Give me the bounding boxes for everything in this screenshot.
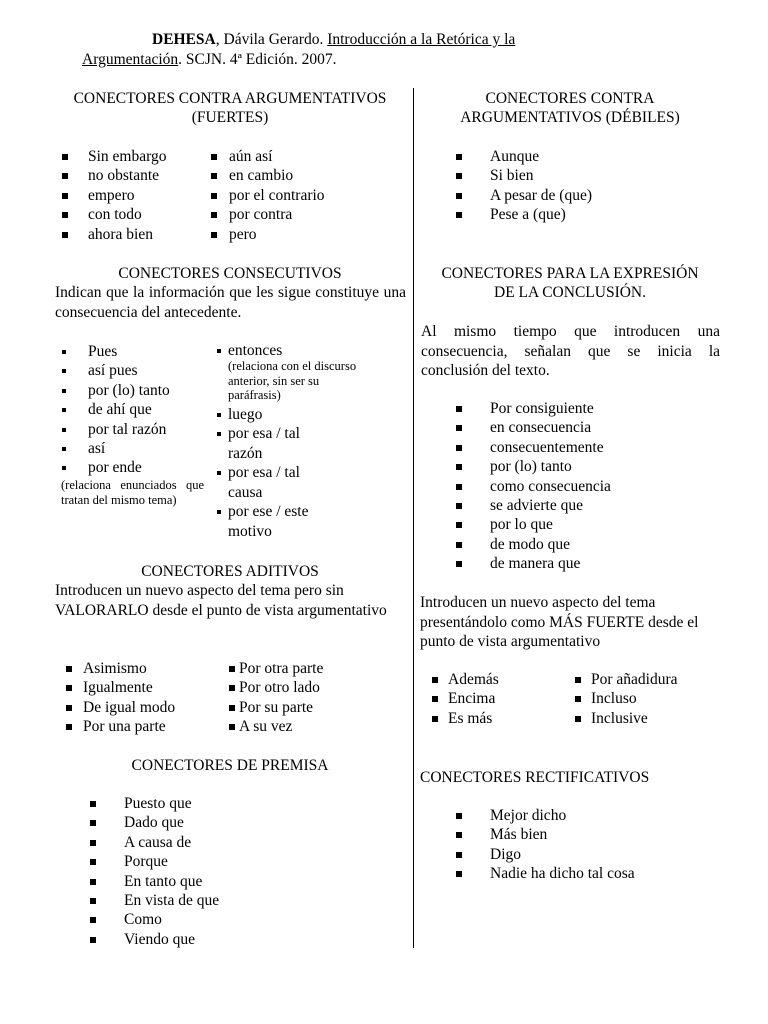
list-item: Mejor dicho — [456, 806, 716, 825]
bullet-icon — [66, 705, 72, 711]
bullet-icon — [62, 447, 66, 451]
bullet-icon — [456, 425, 462, 431]
list-item: pero — [211, 225, 401, 244]
list-item: por el contrario — [211, 186, 401, 205]
consecutivos-note-1: (relaciona enunciados que tratan del mismo tema) — [61, 478, 204, 507]
aditivos-description: Introducen un nuevo aspecto del tema pero sin VALORARLO desde el punto de vista argumentativo — [55, 582, 387, 619]
list-item: de manera que — [456, 554, 716, 573]
list-item: Pese a (que) — [456, 205, 706, 224]
list-item: Es más — [432, 709, 572, 728]
list-item: En vista de que — [90, 891, 340, 910]
conclusion-description: Al mismo tiempo que introducen una consecuencia, señalan que se inicia la conclusión del texto. — [421, 323, 720, 379]
bullet-icon — [62, 173, 68, 179]
bullet-icon — [575, 677, 581, 683]
list-item: por esa / tal causa — [217, 463, 327, 502]
bullet-icon — [456, 522, 462, 528]
aditivos-list-1 — [66, 659, 226, 737]
bullet-icon — [211, 232, 217, 238]
list-item: Por su parte — [229, 698, 399, 717]
book-title-part1: Introducción a la Retórica y la — [327, 31, 516, 48]
bullet-icon — [62, 408, 66, 412]
list-item: así — [60, 439, 210, 458]
list-item: Más bien — [456, 825, 716, 844]
bullet-icon — [211, 154, 217, 160]
list-item: por ende — [60, 458, 210, 477]
consecutivos-col-2 — [217, 342, 407, 541]
list-item: Además — [432, 670, 572, 689]
bullet-icon — [90, 898, 96, 904]
list-item: en consecuencia — [456, 418, 716, 437]
list-item: Como — [90, 910, 340, 929]
citation-header — [82, 30, 686, 70]
bullet-icon — [229, 724, 235, 730]
bullet-icon — [217, 432, 221, 436]
consecutivos-title: CONECTORES CONSECUTIVOS — [118, 265, 342, 282]
bullet-icon — [432, 696, 438, 702]
list-item: Digo — [456, 845, 716, 864]
bullet-icon — [456, 542, 462, 548]
list-item: Dado que — [90, 813, 340, 832]
bullet-icon — [217, 471, 221, 475]
bullet-icon — [62, 232, 68, 238]
list-item: Asimismo — [66, 659, 226, 678]
list-item: en cambio — [211, 166, 401, 185]
bullet-icon — [90, 820, 96, 826]
list-item: luego — [217, 405, 407, 425]
debiles-list — [456, 147, 706, 225]
bullet-icon — [62, 369, 66, 373]
premisa-title: CONECTORES DE PREMISA — [131, 757, 329, 774]
consecutivos-list-1 — [60, 342, 210, 478]
aditivos-list-2 — [229, 659, 399, 737]
list-item: Encima — [432, 689, 572, 708]
list-item: empero — [62, 186, 212, 205]
list-item: A pesar de (que) — [456, 186, 706, 205]
bullet-icon — [90, 937, 96, 943]
bullet-icon — [90, 859, 96, 865]
bullet-icon — [66, 685, 72, 691]
list-item: por esa / tal razón — [217, 424, 327, 463]
bullet-icon — [62, 428, 66, 432]
bullet-icon — [575, 716, 581, 722]
fuertes-list-1 — [62, 147, 212, 244]
bullet-icon — [456, 852, 462, 858]
list-item: Igualmente — [66, 678, 226, 697]
bullet-icon — [62, 350, 66, 354]
bullet-icon — [456, 212, 462, 218]
list-item: aún así — [211, 147, 401, 166]
bullet-icon — [456, 154, 462, 160]
mas-fuerte-list-1 — [432, 670, 572, 728]
bullet-icon — [432, 677, 438, 683]
bullet-icon — [456, 832, 462, 838]
consecutivos-note-2: (relaciona con el discurso anterior, sin ser su paráfrasis) — [228, 359, 357, 402]
mas-fuerte-list-2 — [575, 670, 725, 728]
bullet-icon — [211, 173, 217, 179]
bullet-icon — [432, 716, 438, 722]
bullet-icon — [90, 840, 96, 846]
author-name: , Dávila Gerardo. — [215, 31, 328, 48]
list-item: Sin embargo — [62, 147, 212, 166]
list-item: por contra — [211, 205, 401, 224]
bullet-icon — [62, 389, 66, 393]
list-item: Por otro lado — [229, 678, 399, 697]
list-item: Por añadidura — [575, 670, 725, 689]
fuertes-list-2 — [211, 147, 401, 244]
list-item: Si bien — [456, 166, 706, 185]
list-item: Por consiguiente — [456, 399, 716, 418]
bullet-icon — [66, 666, 72, 672]
conclusion-title: CONECTORES PARA LA EXPRESIÓN DE LA CONCLUSIÓN. — [441, 265, 699, 301]
list-item: A su vez — [229, 717, 399, 736]
bullet-icon — [62, 466, 66, 470]
list-item: se advierte que — [456, 496, 716, 515]
list-item: entonces — [217, 342, 407, 359]
list-item: de modo que — [456, 535, 716, 554]
bullet-icon — [575, 696, 581, 702]
bullet-icon — [229, 705, 235, 711]
list-item: Viendo que — [90, 930, 340, 949]
bullet-icon — [456, 813, 462, 819]
rectificativos-list — [456, 806, 716, 884]
bullet-icon — [211, 193, 217, 199]
bullet-icon — [211, 212, 217, 218]
bullet-icon — [90, 879, 96, 885]
publication-info: . SCJN. 4ª Edición. 2007. — [178, 51, 337, 68]
list-item: por tal razón — [60, 420, 210, 439]
list-item: En tanto que — [90, 872, 340, 891]
list-item: ahora bien — [62, 225, 212, 244]
bullet-icon — [217, 510, 221, 514]
bullet-icon — [456, 406, 462, 412]
list-item: por lo que — [456, 515, 716, 534]
bullet-icon — [456, 503, 462, 509]
bullet-icon — [217, 413, 221, 417]
bullet-icon — [66, 724, 72, 730]
bullet-icon — [62, 154, 68, 160]
list-item: por (lo) tanto — [60, 381, 210, 400]
bullet-icon — [90, 917, 96, 923]
bullet-icon — [229, 685, 235, 691]
list-item: Incluso — [575, 689, 725, 708]
list-item: Por otra parte — [229, 659, 399, 678]
list-item: de ahí que — [60, 400, 210, 419]
debiles-title: CONECTORES CONTRA ARGUMENTATIVOS (DÉBILES) — [460, 90, 680, 126]
bullet-icon — [456, 173, 462, 179]
list-item: Por una parte — [66, 717, 226, 736]
list-item: Pues — [60, 342, 210, 361]
list-item: Inclusive — [575, 709, 725, 728]
bullet-icon — [456, 871, 462, 877]
bullet-icon — [456, 193, 462, 199]
consecutivos-description: Indican que la información que les sigue constituye una consecuencia del antecedente. — [55, 284, 406, 321]
fuertes-title: CONECTORES CONTRA ARGUMENTATIVOS (FUERTES) — [73, 90, 387, 126]
bullet-icon — [62, 212, 68, 218]
list-item: Aunque — [456, 147, 706, 166]
book-title-part2: Argumentación — [82, 51, 179, 68]
list-item: como consecuencia — [456, 477, 716, 496]
list-item: con todo — [62, 205, 212, 224]
list-item: por (lo) tanto — [456, 457, 716, 476]
premisa-list — [90, 794, 340, 949]
list-item: De igual modo — [66, 698, 226, 717]
list-item: Nadie ha dicho tal cosa — [456, 864, 716, 883]
bullet-icon — [456, 464, 462, 470]
list-item: Puesto que — [90, 794, 340, 813]
bullet-icon — [90, 801, 96, 807]
bullet-icon — [217, 349, 221, 353]
list-item: no obstante — [62, 166, 212, 185]
conclusion-list — [456, 399, 716, 574]
bullet-icon — [456, 484, 462, 490]
list-item: consecuentemente — [456, 438, 716, 457]
list-item: Porque — [90, 852, 340, 871]
bullet-icon — [456, 445, 462, 451]
list-item: A causa de — [90, 833, 340, 852]
list-item: así pues — [60, 361, 210, 380]
bullet-icon — [62, 193, 68, 199]
mas-fuerte-description: Introducen un nuevo aspecto del tema presentándolo como MÁS FUERTE desde el punto de vista argumentativo — [420, 594, 699, 650]
aditivos-title: CONECTORES ADITIVOS — [141, 563, 319, 580]
list-item: por ese / este motivo — [217, 502, 337, 541]
rectificativos-title: CONECTORES RECTIFICATIVOS — [420, 769, 650, 786]
bullet-icon — [456, 561, 462, 567]
author-surname: DEHESA — [152, 31, 216, 48]
bullet-icon — [229, 666, 235, 672]
column-divider — [413, 88, 414, 948]
